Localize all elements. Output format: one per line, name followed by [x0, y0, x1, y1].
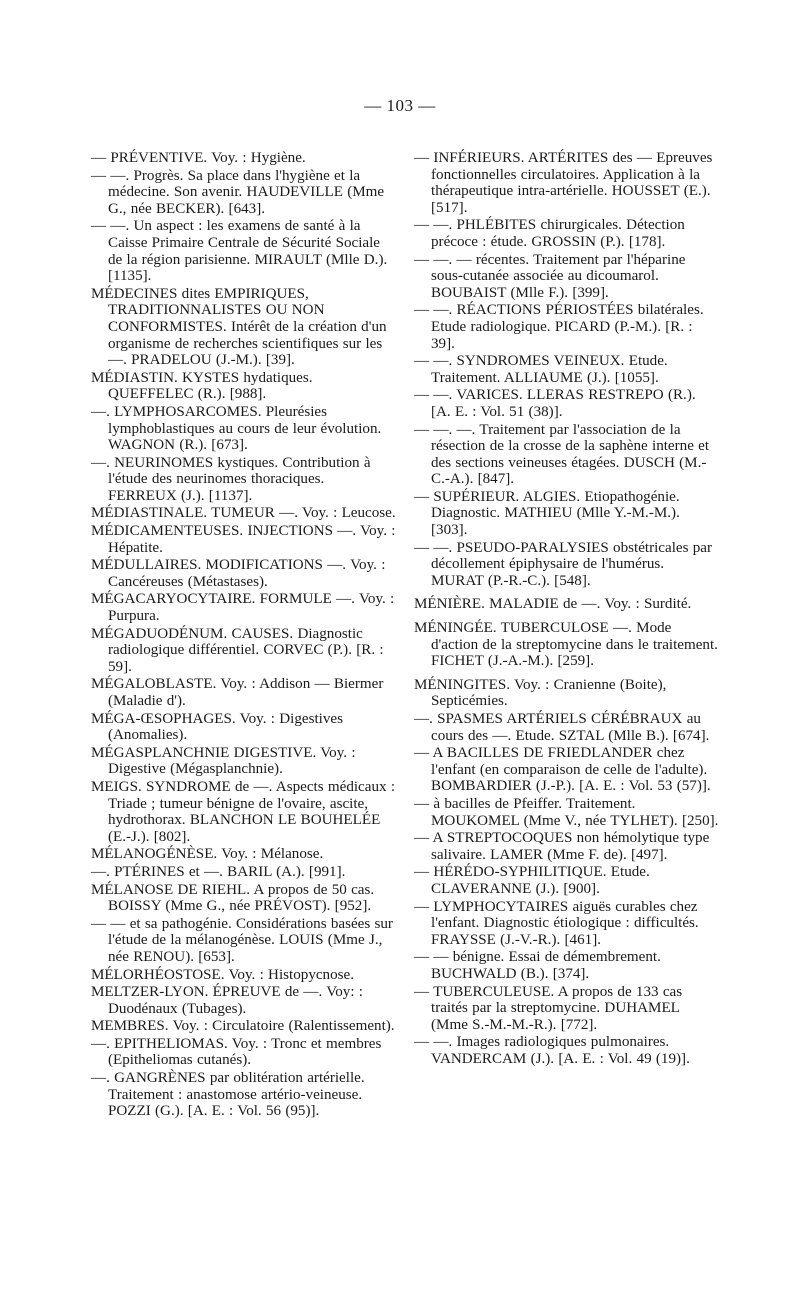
index-entry: MELTZER-LYON. ÉPREUVE de —. Voy: : Duodénaux (Tubages). — [91, 984, 363, 1017]
index-entry: MÉGACARYOCYTAIRE. FORMULE —. Voy. : Purpura. — [91, 591, 395, 625]
index-entry: MEIGS. SYNDROME de —. Aspects médicaux : Triade ; tumeur bénigne de l'ovaire, ascite, hydrothorax. BLANCHON LE BOUHELÉE (E.-J.). [802]. — [91, 778, 396, 845]
index-entry: MÉGASPLANCHNIE DIGESTIVE. Voy. : Digestive (Mégasplanchnie). — [91, 744, 356, 778]
index-entry: —. LYMPHOSARCOMES. Pleurésies lymphoblastiques au cours de leur évolution. WAGNON (R.). [673]. — [91, 403, 382, 454]
index-entry: — TUBERCULEUSE. A propos de 133 cas traités par la streptomycine. DUHAMEL (Mme S.-M.-M.-R.). [772]. — [414, 983, 683, 1033]
index-entry: — SUPÉRIEUR. ALGIES. Etiopathogénie. Diagnostic. MATHIEU (Mlle Y.-M.-M.). [303]. — [414, 488, 680, 539]
index-entry: MÉNIÈRE. MALADIE de —. Voy. : Surdité. — [414, 596, 692, 613]
index-entry: MEMBRES. Voy. : Circulatoire (Ralentissement). — [91, 1018, 395, 1035]
index-entry: MÉLANOSE DE RIEHL. A propos de 50 cas. BOISSY (Mme G., née PRÉVOST). [952]. — [91, 881, 375, 915]
index-entry: — —. VARICES. LLERAS RESTREPO (R.). [A. E. : Vol. 51 (38)]. — [414, 387, 696, 420]
index-entry: — A STREPTOCOQUES non hémolytique type salivaire. LAMER (Mme F. de). [497]. — [414, 830, 710, 863]
index-entry: — —. SYNDROMES VEINEUX. Etude. Traitement. ALLIAUME (J.). [1055]. — [414, 353, 668, 386]
index-entry: — LYMPHOCYTAIRES aiguës curables chez l'enfant. Diagnostic étiologique : difficultés. FRAYSSE (J.-V.-R.). [461]. — [414, 898, 699, 948]
index-entry: — à bacilles de Pfeiffer. Traitement. MOUKOMEL (Mme V., née TYLHET). [250]. — [414, 795, 719, 829]
index-entry: —. GANGRÈNES par oblitération artérielle. Traitement : anastomose artério-veineuse. POZZI (G.). [A. E. : Vol. 56 (95)]. — [91, 1070, 365, 1120]
index-entry: MÉDICAMENTEUSES. INJECTIONS —. Voy. : Hépatite. — [91, 523, 396, 556]
index-entry: — —. Un aspect : les examens de santé à la Caisse Primaire Centrale de Sécurité Sociale de la région parisienne. MIRAULT (Mlle D.). [1135]. — [91, 218, 388, 285]
index-entry: MÉDULLAIRES. MODIFICATIONS —. Voy. : Cancéreuses (Métastases). — [91, 557, 386, 590]
index-entry: —. SPASMES ARTÉRIELS CÉRÉBRAUX au cours des —. Etude. SZTAL (Mlle B.). [674]. — [414, 711, 710, 744]
index-entry: MÉGA-ŒSOPHAGES. Voy. : Digestives (Anomalies). — [91, 710, 343, 744]
index-entry: —. PTÉRINES et —. BARIL (A.). [991]. — [91, 863, 346, 880]
index-entry: MÉDECINES dites EMPIRIQUES, TRADITIONNALISTES OU NON CONFORMISTES. Intérêt de la création d'un organisme de recherches scientifiques sur les —. PRADELOU (J.-M.). [39]. — [91, 285, 387, 369]
index-entry: — —. — récentes. Traitement par l'héparine sous-cutanée associée au dicoumarol. BOUBAIST (Mlle F.). [399]. — [414, 251, 686, 301]
index-entry: MÉGADUODÉNUM. CAUSES. Diagnostic radiologique différentiel. CORVEC (P.). [R. : 59]. — [91, 625, 384, 675]
index-entry: — HÉRÉDO-SYPHILITIQUE. Etude. CLAVERANNE (J.). [900]. — [414, 864, 650, 897]
index-entry: — PRÉVENTIVE. Voy. : Hygiène. — [91, 150, 306, 166]
index-entry: — A BACILLES DE FRIEDLANDER chez l'enfant (en comparaison de celle de l'adulte). BOMBARDIER (J.-P.). [A. E. : Vol. 53 (57)]. — [414, 745, 711, 795]
index-entry: —. NEURINOMES kystiques. Contribution à l'étude des neurinomes thoraciques. FERREUX (J.). [1137]. — [91, 454, 371, 504]
index-entry: MÉGALOBLASTE. Voy. : Addison — Biermer (Maladie d'). — [91, 676, 384, 709]
index-entry: — —. Progrès. Sa place dans l'hygiène et la médecine. Son avenir. HAUDEVILLE (Mme G., née BECKER). [643]. — [91, 167, 385, 217]
index-entry: — —. Images radiologiques pulmonaires. VANDERCAM (J.). [A. E. : Vol. 49 (19)]. — [414, 1034, 690, 1067]
index-entry: — —. RÉACTIONS PÉRIOSTÉES bilatérales. Etude radiologique. PICARD (P.-M.). [R. : 39]. — [414, 302, 704, 352]
index-column-right — [414, 150, 719, 1068]
index-column-left — [91, 150, 396, 1121]
index-entry: — —. —. Traitement par l'association de la résection de la crosse de la saphène interne et des sections veineuses étagées. DUSCH (M.-C.-A.). [847]. — [414, 421, 710, 488]
index-entry: MÉDIASTINALE. TUMEUR —. Voy. : Leucose. — [91, 505, 396, 522]
index-entry: MÉDIASTIN. KYSTES hydatiques. QUEFFELEC (R.). [988]. — [91, 369, 313, 403]
page-number: — 103 — — [364, 96, 436, 115]
index-entry: — INFÉRIEURS. ARTÉRITES des — Epreuves fonctionnelles circulatoires. Application à la thérapeutique intra-artérielle. HOUSSET (E.). [517]. — [414, 150, 713, 216]
index-entry: — —. PSEUDO-PARALYSIES obstétricales par décollement épiphysaire de l'humérus. MURAT (P.-R.-C.). [548]. — [414, 539, 713, 589]
index-entry: MÉNINGITES. Voy. : Cranienne (Boite), Septicémies. — [414, 676, 667, 710]
index-entry: MÉNINGÉE. TUBERCULOSE —. Mode d'action de la streptomycine dans le traitement. FICHET (J.-A.-M.). [259]. — [414, 620, 718, 670]
index-entry: MÉLORHÉOSTOSE. Voy. : Histopycnose. — [91, 966, 355, 983]
index-entry: — —. PHLÉBITES chirurgicales. Détection précoce : étude. GROSSIN (P.). [178]. — [414, 217, 685, 250]
index-entry: MÉLANOGÉNÈSE. Voy. : Mélanose. — [91, 846, 324, 863]
index-entry: —. EPITHELIOMAS. Voy. : Tronc et membres (Epitheliomas cutanés). — [91, 1035, 382, 1069]
index-entry: — — bénigne. Essai de démembrement. BUCHWALD (B.). [374]. — [414, 949, 661, 982]
index-entry: — — et sa pathogénie. Considérations basées sur l'étude de la mélanogénèse. LOUIS (Mme J., née RENOU). [653]. — [91, 915, 393, 965]
